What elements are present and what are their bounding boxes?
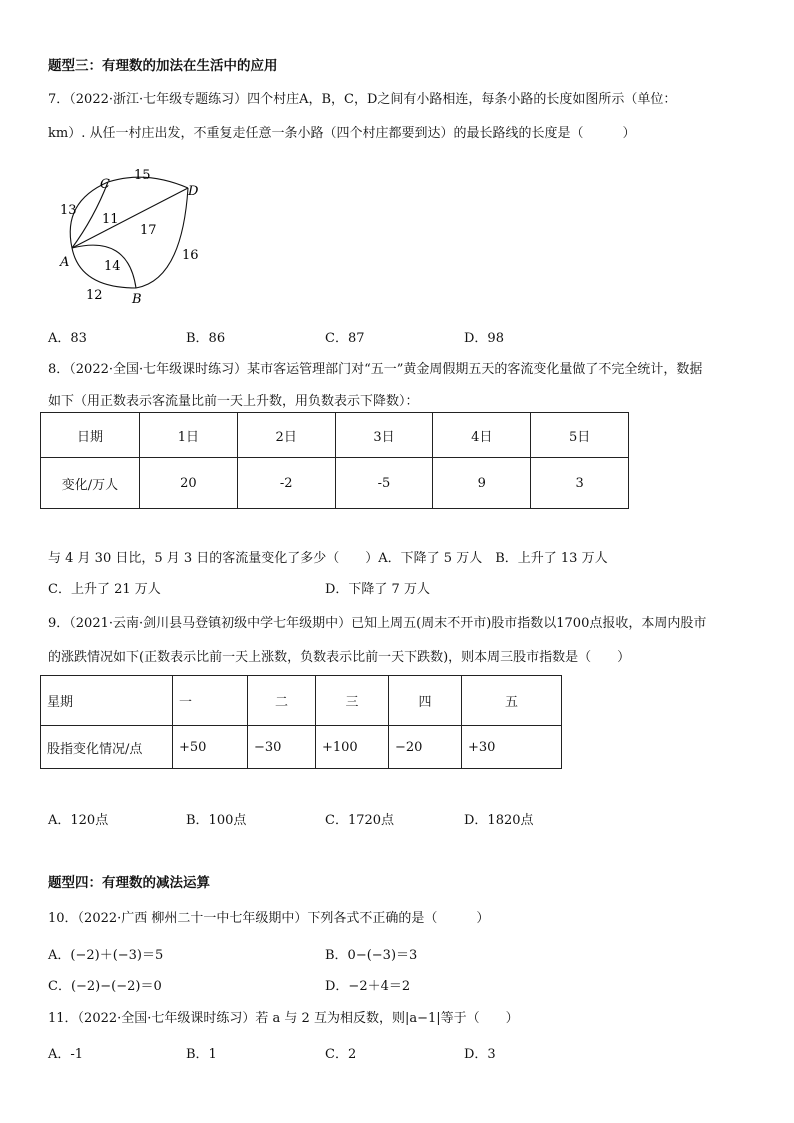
q8-question-and-options: 与 4 月 30 日比，5 月 3 日的客流量变化了多少（ ）A．下降了 5 万人 B．上升了 13 万人 bbox=[48, 551, 608, 566]
table-cell: 20 bbox=[140, 458, 238, 509]
label-C: C bbox=[100, 177, 110, 192]
q9-option-a[interactable]: A．120点 bbox=[48, 813, 109, 828]
q8-option-c[interactable]: C．上升了 21 万人 bbox=[48, 582, 161, 597]
q7-option-c[interactable]: C．87 bbox=[325, 331, 365, 346]
edge-AD bbox=[72, 188, 188, 248]
table-row bbox=[41, 726, 562, 769]
table-cell: -5 bbox=[335, 458, 433, 509]
table-header-cell: 五 bbox=[462, 676, 562, 726]
table-header-cell: 3日 bbox=[335, 413, 433, 458]
q11-option-d[interactable]: D．3 bbox=[464, 1047, 496, 1062]
table-cell: +30 bbox=[462, 726, 562, 769]
table-cell: −30 bbox=[248, 726, 316, 769]
q7-route-figure bbox=[50, 162, 220, 312]
table-header-cell: 日期 bbox=[41, 413, 140, 458]
section-heading-4: 题型四：有理数的减法运算 bbox=[48, 875, 210, 891]
q7-option-d[interactable]: D．98 bbox=[464, 331, 504, 346]
q10-option-b[interactable]: B．0−(−3)＝3 bbox=[325, 948, 418, 963]
q11-option-c[interactable]: C．2 bbox=[325, 1047, 357, 1062]
table-cell: +100 bbox=[316, 726, 389, 769]
q10-option-a[interactable]: A．(−2)＋(−3)＝5 bbox=[48, 948, 164, 963]
table-header-cell: 星期 bbox=[41, 676, 173, 726]
length-13: 13 bbox=[60, 203, 77, 218]
table-cell: −20 bbox=[389, 726, 462, 769]
table-cell: 3 bbox=[531, 458, 629, 509]
table-header-cell: 一 bbox=[173, 676, 248, 726]
q9-option-d[interactable]: D．1820点 bbox=[464, 813, 534, 828]
length-15: 15 bbox=[134, 168, 151, 183]
q8-stem-line2: 如下（用正数表示客流量比前一天上升数，用负数表示下降数）： bbox=[48, 394, 419, 409]
label-A: A bbox=[60, 255, 70, 270]
table-row bbox=[41, 458, 629, 509]
table-header-row bbox=[41, 413, 629, 458]
q9-option-c[interactable]: C．1720点 bbox=[325, 813, 395, 828]
length-12: 12 bbox=[86, 288, 103, 303]
q10-option-c[interactable]: C．(−2)−(−2)＝0 bbox=[48, 979, 162, 994]
table-cell: 9 bbox=[433, 458, 531, 509]
q8-option-d[interactable]: D．下降了 7 万人 bbox=[325, 582, 430, 597]
q11-stem: 11．（2022·全国·七年级课时练习）若 a 与 2 互为相反数，则|a−1|等于（ ） bbox=[48, 1011, 519, 1026]
q9-stem-line1: 9．（2021·云南·剑川县马登镇初级中学七年级期中）已知上周五(周末不开市)股市指数以1700点报收，本周内股市 bbox=[48, 616, 707, 631]
table-cell: +50 bbox=[173, 726, 248, 769]
label-D: D bbox=[188, 184, 199, 199]
table-header-cell: 2日 bbox=[237, 413, 335, 458]
length-16: 16 bbox=[182, 248, 199, 263]
table-cell: 股指变化情况/点 bbox=[41, 726, 173, 769]
table-cell: 变化/万人 bbox=[41, 458, 140, 509]
q11-option-b[interactable]: B．1 bbox=[186, 1047, 217, 1062]
q9-stem-line2: 的涨跌情况如下(正数表示比前一天上涨数，负数表示比前一天下跌数)，则本周三股市指数是（ ） bbox=[48, 650, 631, 665]
q7-stem-line1: 7．（2022·浙江·七年级专题练习）四个村庄A，B，C，D之间有小路相连，每条小路的长度如图所示（单位： bbox=[48, 92, 677, 107]
table-header-row bbox=[41, 676, 562, 726]
table-cell: -2 bbox=[237, 458, 335, 509]
table-header-cell: 四 bbox=[389, 676, 462, 726]
table-header-cell: 1日 bbox=[140, 413, 238, 458]
q10-stem: 10．（2022·广西 柳州二十一中七年级期中）下列各式不正确的是（ ） bbox=[48, 911, 490, 926]
q8-data-table bbox=[40, 412, 629, 509]
table-header-cell: 4日 bbox=[433, 413, 531, 458]
table-header-cell: 5日 bbox=[531, 413, 629, 458]
q10-option-d[interactable]: D．−2＋4＝2 bbox=[325, 979, 411, 994]
edge-BD bbox=[136, 188, 188, 288]
length-17: 17 bbox=[140, 223, 157, 238]
length-11: 11 bbox=[102, 212, 119, 227]
q7-option-b[interactable]: B．86 bbox=[186, 331, 226, 346]
table-header-cell: 二 bbox=[248, 676, 316, 726]
label-B: B bbox=[132, 292, 142, 307]
q9-data-table bbox=[40, 675, 562, 769]
q7-option-a[interactable]: A．83 bbox=[48, 331, 87, 346]
q8-stem-line1: 8．（2022·全国·七年级课时练习）某市客运管理部门对“五一”黄金周假期五天的客流变化量做了不完全统计，数据 bbox=[48, 362, 703, 377]
q9-option-b[interactable]: B．100点 bbox=[186, 813, 247, 828]
table-header-cell: 三 bbox=[316, 676, 389, 726]
section-heading-3: 题型三：有理数的加法在生活中的应用 bbox=[48, 58, 278, 74]
q7-stem-line2: km）. 从任一村庄出发，不重复走任意一条小路（四个村庄都要到达）的最长路线的长度是（ ） bbox=[48, 126, 636, 141]
length-14: 14 bbox=[104, 259, 121, 274]
q11-option-a[interactable]: A．-1 bbox=[48, 1047, 84, 1062]
